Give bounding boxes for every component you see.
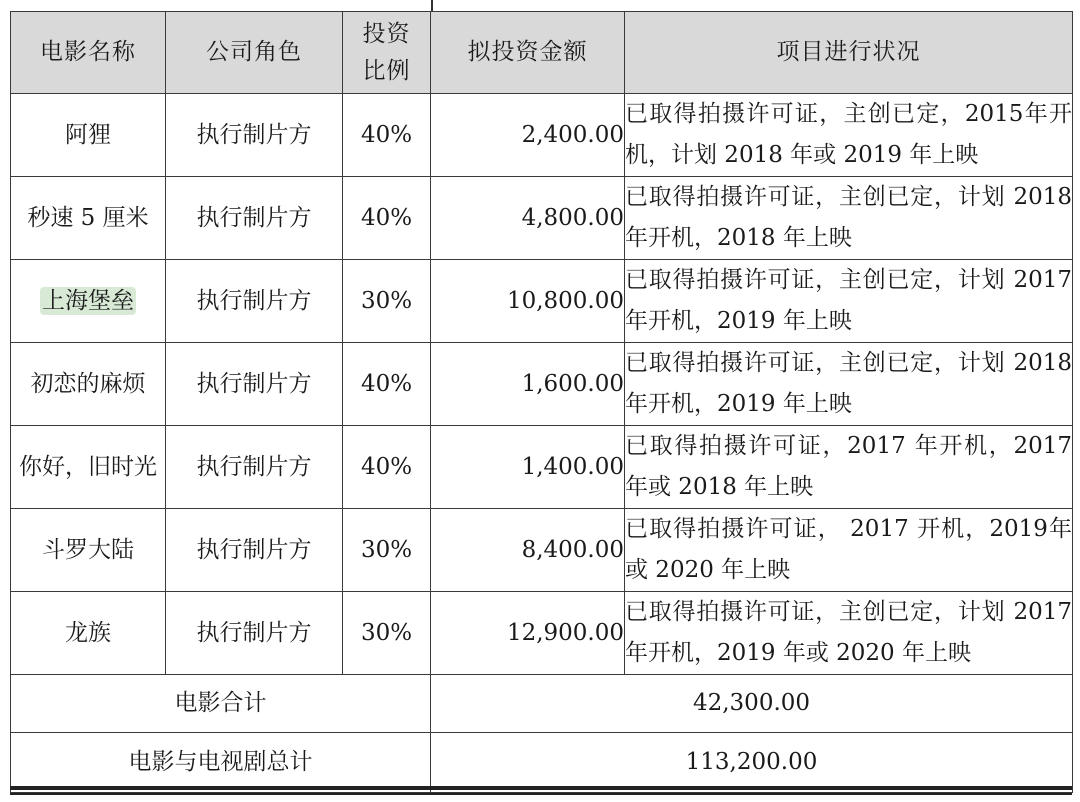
- header-project-status: 项目进行状况: [625, 12, 1073, 94]
- table-header-row: [11, 12, 1073, 94]
- header-company-role: 公司角色: [166, 12, 343, 94]
- table-row: [11, 592, 1073, 675]
- investment-ratio: 40%: [343, 177, 431, 260]
- table-bottom-rule: [10, 786, 1072, 790]
- table-row: [11, 343, 1073, 426]
- film-name-cell: [11, 260, 166, 343]
- table-row: [11, 260, 1073, 343]
- planned-amount: 2,400.00: [431, 94, 625, 177]
- investment-ratio: 30%: [343, 260, 431, 343]
- planned-amount: 8,400.00: [431, 509, 625, 592]
- film-name: 秒速 5 厘米: [11, 177, 166, 260]
- film-name: 龙族: [11, 592, 166, 675]
- planned-amount: 12,900.00: [431, 592, 625, 675]
- grand-total-value: 113,200.00: [431, 733, 1073, 793]
- company-role: 执行制片方: [166, 592, 343, 675]
- investment-ratio: 40%: [343, 94, 431, 177]
- project-status: 已取得拍摄许可证，主创已定，2015年开机，计划 2018 年或 2019 年上映: [625, 94, 1073, 177]
- film-name: 阿狸: [11, 94, 166, 177]
- grand-total-row: [11, 733, 1073, 793]
- investment-ratio: 40%: [343, 426, 431, 509]
- project-status: 已取得拍摄许可证，主创已定，计划 2018 年开机，2019 年上映: [625, 343, 1073, 426]
- film-name: 斗罗大陆: [11, 509, 166, 592]
- film-investment-table: [10, 11, 1073, 793]
- investment-ratio: 40%: [343, 343, 431, 426]
- company-role: 执行制片方: [166, 94, 343, 177]
- header-film-name: 电影名称: [11, 12, 166, 94]
- planned-amount: 10,800.00: [431, 260, 625, 343]
- table-bottom-rule-thin: [10, 793, 1072, 795]
- company-role: 执行制片方: [166, 426, 343, 509]
- planned-amount: 1,600.00: [431, 343, 625, 426]
- table-row: [11, 94, 1073, 177]
- film-name: 上海堡垒: [42, 287, 134, 314]
- film-subtotal-label: 电影合计: [11, 675, 431, 733]
- company-role: 执行制片方: [166, 509, 343, 592]
- table-row: [11, 509, 1073, 592]
- header-investment-ratio: [343, 12, 431, 94]
- film-subtotal-row: [11, 675, 1073, 733]
- investment-ratio: 30%: [343, 509, 431, 592]
- film-subtotal-value: 42,300.00: [431, 675, 1073, 733]
- project-status: 已取得拍摄许可证， 2017 开机，2019年或 2020 年上映: [625, 509, 1073, 592]
- header-planned-amount: 拟投资金额: [431, 12, 625, 94]
- project-status: 已取得拍摄许可证，主创已定，计划 2017 年开机，2019 年上映: [625, 260, 1073, 343]
- table-row: [11, 177, 1073, 260]
- company-role: 执行制片方: [166, 177, 343, 260]
- planned-amount: 4,800.00: [431, 177, 625, 260]
- header-ratio-line2: 比例: [362, 57, 411, 84]
- project-status: 已取得拍摄许可证，2017 年开机，2017 年或 2018 年上映: [625, 426, 1073, 509]
- project-status: 已取得拍摄许可证，主创已定，计划 2018 年开机，2018 年上映: [625, 177, 1073, 260]
- planned-amount: 1,400.00: [431, 426, 625, 509]
- film-name: 初恋的麻烦: [11, 343, 166, 426]
- grand-total-label: 电影与电视剧总计: [11, 733, 431, 793]
- company-role: 执行制片方: [166, 343, 343, 426]
- company-role: 执行制片方: [166, 260, 343, 343]
- investment-ratio: 30%: [343, 592, 431, 675]
- header-ratio-line1: 投资: [362, 20, 411, 47]
- film-name: 你好，旧时光: [11, 426, 166, 509]
- table-row: [11, 426, 1073, 509]
- project-status: 已取得拍摄许可证，主创已定，计划 2017 年开机，2019 年或 2020 年上映: [625, 592, 1073, 675]
